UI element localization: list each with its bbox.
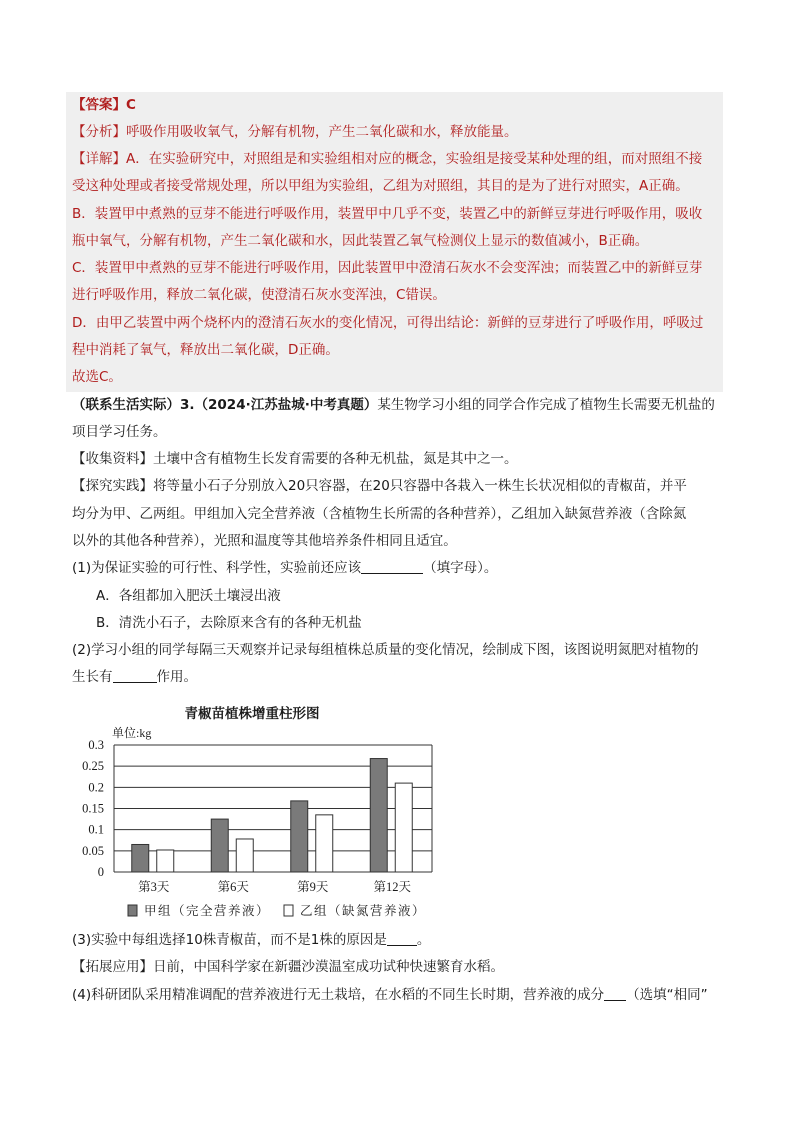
bar-group-yi bbox=[236, 839, 253, 872]
y-tick-label: 0.2 bbox=[88, 780, 104, 795]
y-tick-label: 0.15 bbox=[82, 801, 104, 816]
legend-label: 乙组（缺氮营养液） bbox=[300, 904, 427, 918]
explore-text: 均分为甲、乙两组。甲组加入完全营养液（含植物生长所需的各种营养），乙组加入缺氮营养液（含除氮 bbox=[72, 506, 687, 522]
option-b: B．清洗小石子，去除原来含有的各种无机盐 bbox=[96, 615, 362, 631]
detail-line: C．装置甲中煮熟的豆芽不能进行呼吸作用，因此装置甲中澄清石灰水不会变浑浊；而装置乙中的新鲜豆芽 bbox=[72, 260, 703, 276]
x-tick-label: 第9天 bbox=[297, 880, 329, 894]
sub-question-2: (2)学习小组的同学每隔三天观察并记录每组植株总质量的变化情况，绘制成下图，该图说明氮肥对植物的 bbox=[72, 642, 699, 658]
detail-line: B．装置甲中煮熟的豆芽不能进行呼吸作用，装置甲中几乎不变，装置乙中的新鲜豆芽进行呼吸作用，吸收 bbox=[72, 206, 703, 222]
y-tick-label: 0.3 bbox=[88, 738, 104, 752]
y-tick-label: 0.1 bbox=[88, 822, 104, 837]
detail-line: 程中消耗了氧气，释放出二氧化碳，D正确。 bbox=[72, 342, 339, 358]
answer-blank bbox=[387, 931, 417, 946]
y-tick-label: 0 bbox=[97, 865, 104, 879]
sub-question-4: (4)科研团队采用精准调配的营养液进行无土栽培，在水稻的不同生长时期，营养液的成分 （选填“相同” bbox=[72, 987, 708, 1003]
x-tick-label: 第12天 bbox=[373, 880, 412, 894]
question-text: 项目学习任务。 bbox=[72, 424, 167, 440]
detail-line: 受这种处理或者接受常规处理，所以甲组为实验组，乙组为对照组，其目的是为了进行对照实，A正确。 bbox=[72, 178, 689, 194]
sub-question-2-cont: 生长有 作用。 bbox=[72, 669, 197, 685]
question-heading: （联系生活实际）3.（2024·江苏盐城·中考真题）某生物学习小组的同学合作完成了植物生长需要无机盐的 bbox=[72, 397, 715, 413]
chart-title: 青椒苗植株增重柱形图 bbox=[184, 706, 320, 722]
answer-line: 【答案】C bbox=[72, 97, 136, 113]
x-tick-label: 第3天 bbox=[138, 880, 170, 894]
analysis-line: 【分析】呼吸作用吸收氧气，分解有机物，产生二氧化碳和水，释放能量。 bbox=[72, 124, 518, 140]
detail-line: 进行呼吸作用，释放二氧化碳，使澄清石灰水变浑浊，C错误。 bbox=[72, 287, 446, 303]
bar-group-yi bbox=[157, 850, 174, 872]
explore-text: 【探究实践】将等量小石子分别放入20只容器，在20只容器中各栽入一株生长状况相似的青椒苗，并平 bbox=[72, 478, 687, 494]
sub-question-1: (1)为保证实验的可行性、科学性，实验前还应该 （填字母）。 bbox=[72, 560, 498, 576]
bar-group-jia bbox=[370, 759, 387, 872]
y-tick-label: 0.25 bbox=[82, 759, 104, 774]
x-tick-label: 第6天 bbox=[217, 880, 249, 894]
detail-line: D．由甲乙装置中两个烧杯内的澄清石灰水的变化情况，可得出结论：新鲜的豆芽进行了呼吸作用，呼吸过 bbox=[72, 315, 704, 331]
y-tick-label: 0.05 bbox=[82, 843, 104, 858]
legend-label: 甲组（完全营养液） bbox=[144, 904, 271, 918]
sub-question-3: (3)实验中每组选择10株青椒苗，而不是1株的原因是 。 bbox=[72, 932, 431, 948]
conclusion-line: 故选C。 bbox=[72, 369, 122, 385]
explore-text: 以外的其他各种营养），光照和温度等其他培养条件相同且适宜。 bbox=[72, 533, 457, 549]
bar-group-yi bbox=[316, 815, 333, 872]
bar-group-jia bbox=[132, 844, 149, 872]
answer-blank bbox=[604, 986, 626, 1001]
expand-application: 【拓展应用】日前，中国科学家在新疆沙漠温室成功试种快速繁育水稻。 bbox=[72, 959, 504, 975]
bar-group-jia bbox=[291, 801, 308, 872]
collect-info: 【收集资料】土壤中含有植物生长发育需要的各种无机盐，氮是其中之一。 bbox=[72, 451, 518, 467]
legend-swatch bbox=[128, 905, 137, 916]
option-a: A．各组都加入肥沃土壤浸出液 bbox=[96, 588, 281, 604]
legend-swatch bbox=[284, 905, 293, 916]
bar-group-yi bbox=[395, 783, 412, 872]
unit-label: 单位:kg bbox=[112, 726, 152, 740]
detail-line: 瓶中氧气，分解有机物，产生二氧化碳和水，因此装置乙氧气检测仪上显示的数值减小，B正确。 bbox=[72, 233, 649, 249]
detail-line: 【详解】A．在实验研究中，对照组是和实验组相对应的概念，实验组是接受某种处理的组，而对照组不接 bbox=[72, 151, 703, 167]
bar-group-jia bbox=[211, 819, 228, 872]
